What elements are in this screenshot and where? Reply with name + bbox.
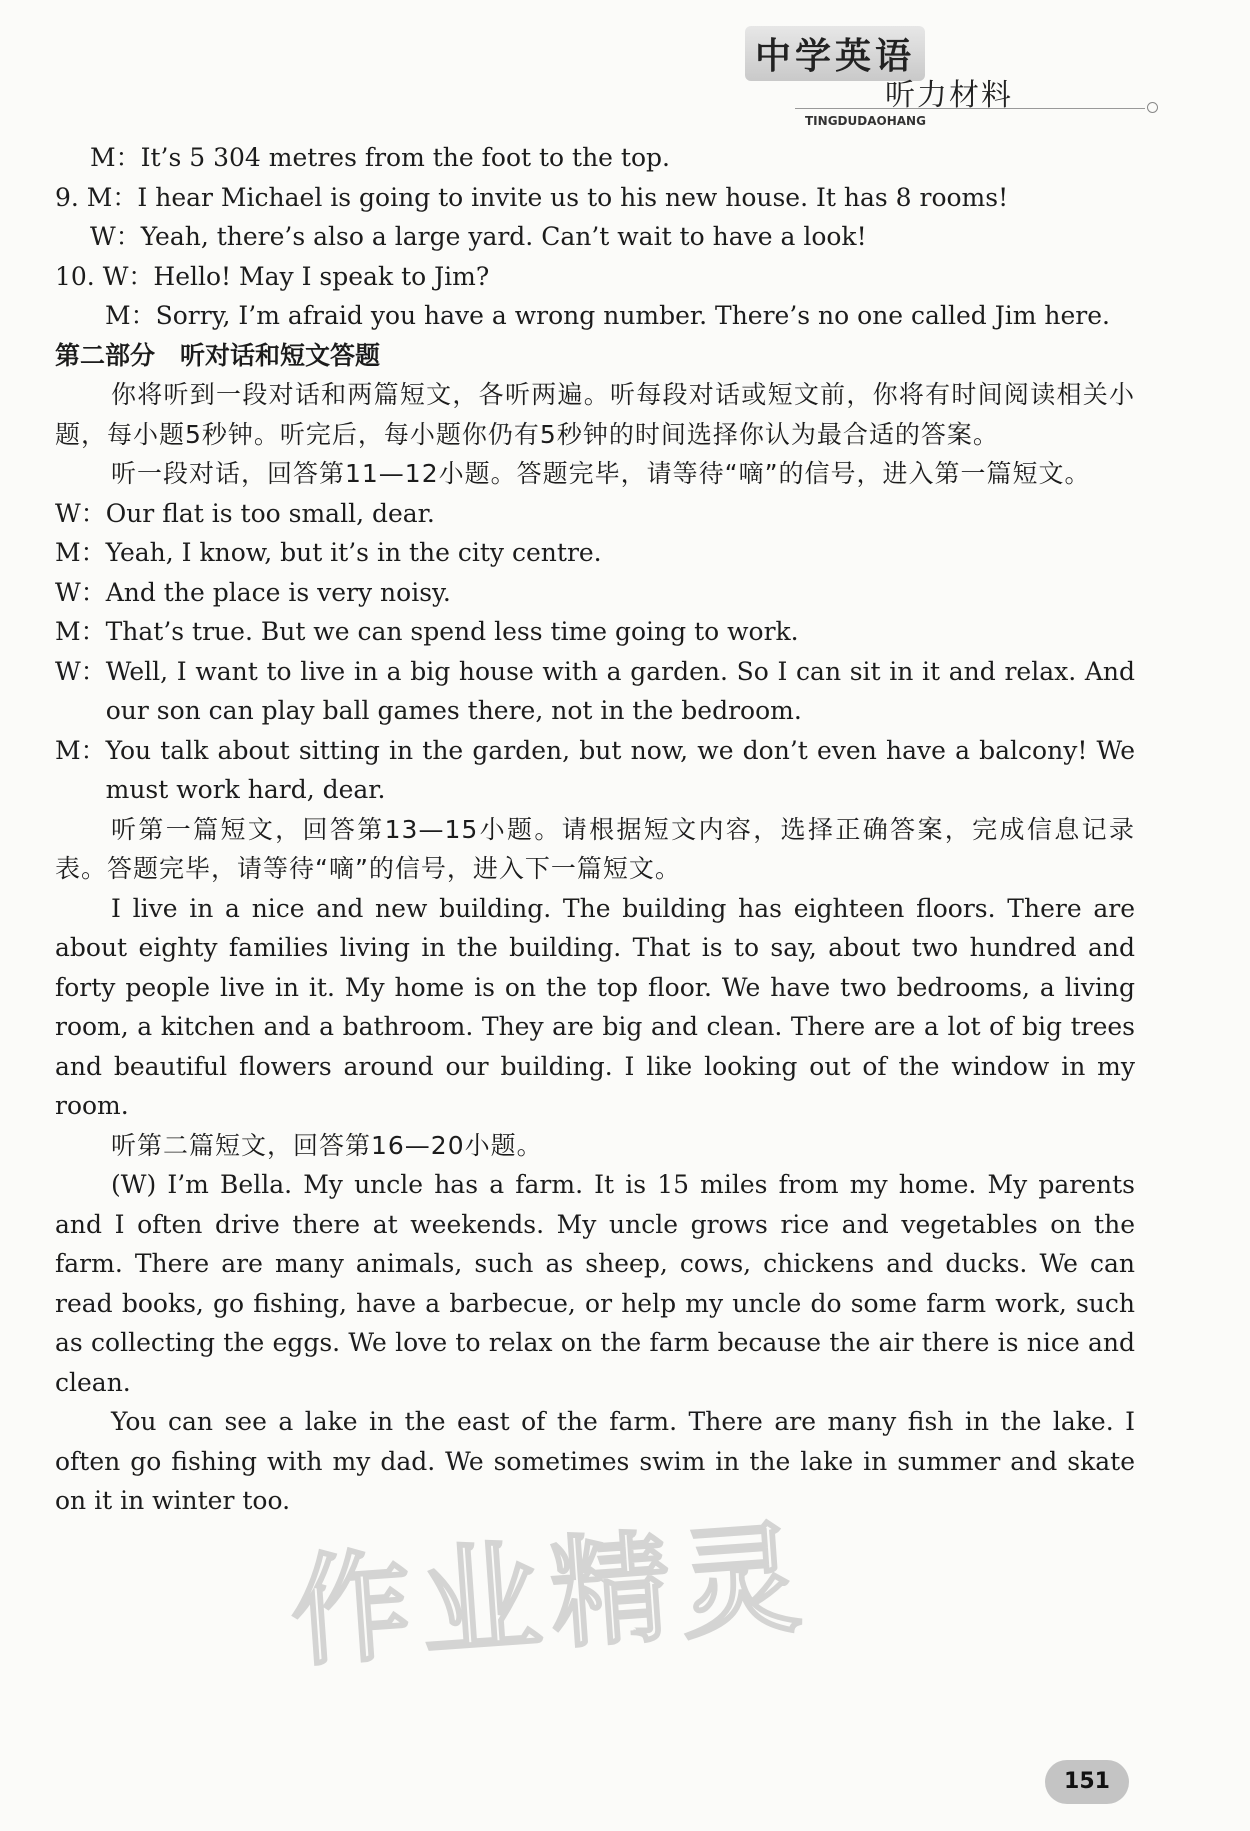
speaker: 10. W： [55,261,154,291]
speaker: W： [90,222,141,251]
speaker: W： [55,577,106,607]
speaker: 9. M： [55,182,138,212]
passage1-intro: 听第一篇短文，回答第13—15小题。请根据短文内容，选择正确答案，完成信息记录表。答题完毕，请等待“嘀”的信号，进入下一篇短文。 [55,814,1135,883]
section-heading: 第二部分 听对话和短文答题 [55,340,381,370]
line-text: Our flat is too small, dear. [105,498,435,528]
line-text: Hello! May I speak to Jim? [153,261,490,291]
dialogue-line [55,652,1135,731]
header-logo [735,22,1165,128]
line-text: That’s true. But we can spend less time going to work. [105,617,799,646]
dialogue-line [55,257,1135,297]
speaker: W： [55,656,106,686]
line-text: And the place is very noisy. [105,577,451,607]
dialogue-line [55,178,1135,218]
dialogue-line [55,731,1135,810]
line-text: Yeah, I know, but it’s in the city centre. [105,538,602,567]
passage1-text: I live in a nice and new building. The building has eighteen floors. There are about eighty families living in the building. That is to say, about two hundred and forty people live in it. My home is on the top floor. We have two bedrooms, a living room, a kitchen and a bathroom. They are big and clean. There are a lot of big trees and beautiful flowers around our building. I like looking out of the window in my room. [55,893,1135,1120]
dialogue-line [55,494,1135,534]
line-text: Yeah, there’s also a large yard. Can’t wait to have a look! [140,222,867,251]
speaker: M： [105,301,156,330]
header-rule [795,108,1145,109]
dialogue-line [55,296,1135,336]
speaker: M： [90,143,141,172]
header-rule-end-icon [1147,102,1158,113]
speaker: M： [55,735,106,765]
dialogue-line [55,612,1135,652]
page-number: 151 [1045,1760,1129,1804]
header-pinyin: TINGDUDAOHANG [805,114,926,128]
line-text: Well, I want to live in a big house with a garden. So I can sit in it and relax. And our son can play ball games there, not in the bedroom. [105,656,1135,725]
dialogue-line [55,217,1135,257]
line-text: It’s 5 304 metres from the foot to the top. [140,143,670,172]
passage2-paragraph-2: You can see a lake in the east of the farm. There are many fish in the lake. I often go fishing with my dad. We sometimes swim in the lake in summer and skate on it in winter too. [55,1407,1135,1515]
dialogue-intro: 听一段对话，回答第11—12小题。答题完毕，请等待“嘀”的信号，进入第一篇短文。 [111,459,1091,488]
speaker: M： [55,617,106,646]
header-title: 中学英语 [745,26,925,81]
dialogue-line [55,138,1135,178]
page-content [55,138,1135,1521]
dialogue-line [55,573,1135,613]
watermark: 作业精灵 [286,1509,815,1684]
speaker: W： [55,498,106,528]
header-subtitle: 听力材料 [885,78,1013,113]
passage2-paragraph-1: (W) I’m Bella. My uncle has a farm. It is 15 miles from my home. My parents and I often drive there at weekends. My uncle grows rice and vegetables on the farm. There are many animals, such as sheep, cows, chickens and ducks. We can read books, go fishing, have a barbecue, or help my uncle do some farm work, such as collecting the eggs. We love to relax on the farm because the air there is nice and clean. [55,1170,1135,1397]
line-text: Sorry, I’m afraid you have a wrong number. There’s no one called Jim here. [155,301,1110,330]
line-text: I hear Michael is going to invite us to his new house. It has 8 rooms! [137,182,1009,212]
passage2-intro: 听第二篇短文，回答第16—20小题。 [111,1130,543,1160]
instructions: 你将听到一段对话和两篇短文，各听两遍。听每段对话或短文前，你将有时间阅读相关小题，每小题5秒钟。听完后，每小题你仍有5秒钟的时间选择你认为最合适的答案。 [55,380,1135,449]
dialogue-line [55,533,1135,573]
speaker: M： [55,538,106,567]
line-text: You talk about sitting in the garden, but now, we don’t even have a balcony! We must work hard, dear. [105,735,1135,804]
